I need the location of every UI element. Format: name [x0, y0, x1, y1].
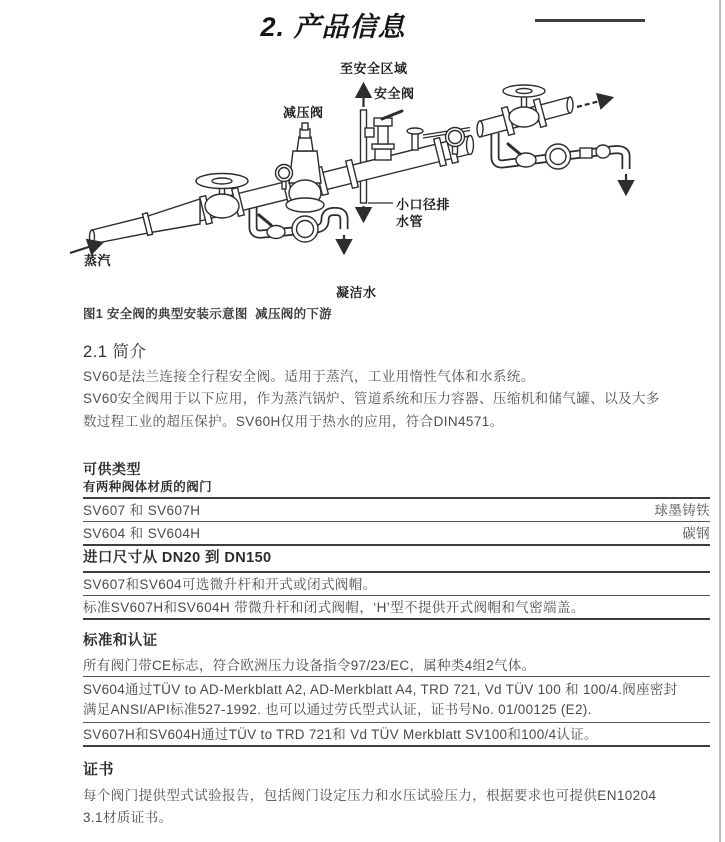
label-small-drain-2: 水管: [396, 214, 424, 229]
sizes-heading: 进口尺寸从 DN20 到 DN150: [83, 549, 710, 573]
label-steam: 蒸汽: [84, 253, 112, 268]
certificates-line: 3.1材质证书。: [83, 810, 173, 825]
section-standards: [83, 632, 710, 747]
downstream-pipe: [477, 85, 573, 137]
types-heading: 可供类型: [83, 461, 141, 477]
table-row: SV607和SV604可选微升杆和开式或闭式阀帽。: [83, 573, 710, 596]
steam-inlet-arrow: [70, 243, 101, 253]
label-condensate: 凝洁水: [336, 285, 377, 300]
types-table: [83, 497, 710, 546]
label-to-safe-area: 至安全区域: [340, 61, 408, 76]
piping-diagram: [0, 53, 720, 305]
material-cell: 球墨铸铁: [654, 503, 710, 518]
section-inlet-sizes: [83, 549, 710, 620]
installation-figure: [0, 53, 720, 305]
table-row: SV607H和SV604H通过TÜV to TRD 721和 Vd TÜV Merkblatt SV100和100/4认证。: [83, 723, 710, 747]
intro-line: 数过程工业的超压保护。SV60H仅用于热水的应用，符合DIN4571。: [83, 413, 504, 429]
table-row: [83, 677, 710, 723]
downstream-flow-arrow: [577, 98, 611, 107]
figure-caption: 图1 安全阀的典型安装示意图 减压阀的下游: [83, 307, 332, 321]
certificates-line: 每个阀门提供型式试验报告，包括阀门设定压力和水压试验压力，根据要求也可提供EN10204: [83, 788, 657, 803]
section-certificates: [83, 760, 710, 829]
section-available-types: [83, 461, 710, 546]
material-cell: 碳钢: [682, 526, 710, 541]
table-row: [83, 522, 710, 546]
intro-line: SV60安全阀用于以下应用，作为蒸汽锅炉、管道系统和压力容器、压缩机和储气罐、以及大多: [83, 391, 660, 407]
types-subheading: 有两种阀体材质的阀门: [83, 480, 213, 494]
table-row: 所有阀门带CE标志，符合欧洲压力设备指令97/23/EC，属种类4组2气体。: [83, 654, 710, 677]
section-heading-intro: 2.1 简介: [83, 343, 147, 361]
label-safety-valve: 安全阀: [374, 86, 415, 101]
safety-valve-body: [365, 111, 402, 160]
intro-paragraphs: [83, 366, 715, 433]
table-row: 标准SV607H和SV604H 带微升杆和闭式阀帽，‘H’型不提供开式阀帽和气密端盖。: [83, 596, 710, 620]
model-cell: SV607 和 SV607H: [83, 503, 201, 518]
label-small-drain-1: 小口径排: [396, 197, 451, 212]
standards-line: 满足ANSI/API标准527-1992. 也可以通过劳氏型式认证，证书号No. 01/00125 (E2).: [83, 702, 592, 717]
model-cell: SV604 和 SV604H: [83, 526, 201, 541]
page-title: 2. 产品信息: [260, 12, 406, 42]
standards-heading: 标准和认证: [83, 633, 158, 649]
discharge-riser-pipe: [361, 110, 367, 203]
standards-line: SV604通过TÜV to AD-Merkblatt A2, AD-Merkblatt A4, TRD 721, Vd TÜV 100 和 100/4.阀座密封: [83, 682, 678, 697]
intro-line: SV60是法兰连接全行程安全阀。适用于蒸汽，工业用惰性气体和水系统。: [83, 369, 535, 384]
label-pressure-reducing-valve: 减压阀: [283, 105, 324, 120]
table-row: [83, 499, 710, 522]
certificates-heading: 证书: [83, 761, 115, 778]
